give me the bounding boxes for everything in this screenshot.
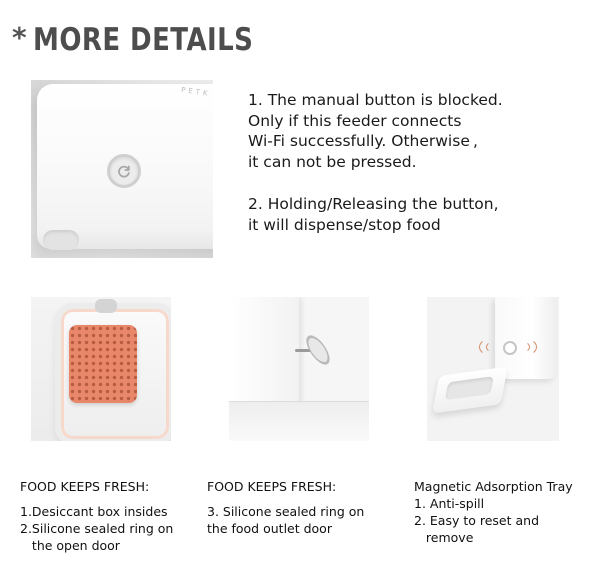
note-1 <box>248 90 568 172</box>
note-line: Wi-Fi successfully. Otherwise , <box>248 132 478 150</box>
feature-magnetic-tray <box>427 297 559 441</box>
note-line: 2. Holding/Releasing the button, <box>248 195 499 213</box>
caption-line: remove <box>414 530 474 545</box>
caption-line: 1. Anti-spill <box>414 496 485 511</box>
desiccant-photo <box>31 297 171 441</box>
note-2 <box>248 194 568 235</box>
feeder-lid-photo <box>31 80 213 258</box>
caption-line: 3. Silicone sealed ring on <box>207 504 365 519</box>
note-line: it can not be pressed. <box>248 152 417 171</box>
note-line: 1. The manual button is blocked. <box>248 91 503 109</box>
caption-desiccant <box>20 478 173 554</box>
tray-photo <box>427 297 559 441</box>
door-hinge <box>95 299 117 313</box>
manual-button <box>107 154 141 188</box>
magnetic-wave-icon <box>479 338 505 356</box>
feature-desiccant <box>31 297 171 441</box>
page-title: MORE DETAILS <box>32 22 253 58</box>
desiccant-box <box>69 325 137 403</box>
manual-button-section <box>31 80 591 265</box>
caption-line: the food outlet door <box>207 521 332 536</box>
feeder-knob <box>43 230 79 250</box>
caption-title: FOOD KEEPS FRESH: <box>207 479 337 494</box>
caption-title: FOOD KEEPS FRESH: <box>20 479 150 494</box>
caption-line: 1.Desiccant box insides <box>20 504 168 519</box>
feature-outlet-seal <box>229 297 369 441</box>
brand-mark: PETK <box>180 85 211 99</box>
caption-line: 2. Easy to reset and <box>414 513 540 528</box>
outlet-shelf <box>229 401 369 441</box>
asterisk-mark: * <box>12 21 27 54</box>
caption-magnetic-tray <box>414 478 573 546</box>
caption-outlet-seal <box>207 478 364 537</box>
section-header <box>12 22 295 58</box>
caption-line: 2.Silicone sealed ring on <box>20 521 174 536</box>
magnetic-wave-icon <box>511 338 537 356</box>
note-line: it will dispense/stop food <box>248 215 441 234</box>
caption-title: Magnetic Adsorption Tray <box>414 479 573 494</box>
manual-button-notes <box>248 90 568 257</box>
refresh-icon <box>116 163 132 179</box>
food-tray <box>432 367 507 414</box>
caption-line: the open door <box>20 538 120 553</box>
note-line: Only if this feeder connects <box>248 111 462 130</box>
outlet-door-photo <box>229 297 369 441</box>
